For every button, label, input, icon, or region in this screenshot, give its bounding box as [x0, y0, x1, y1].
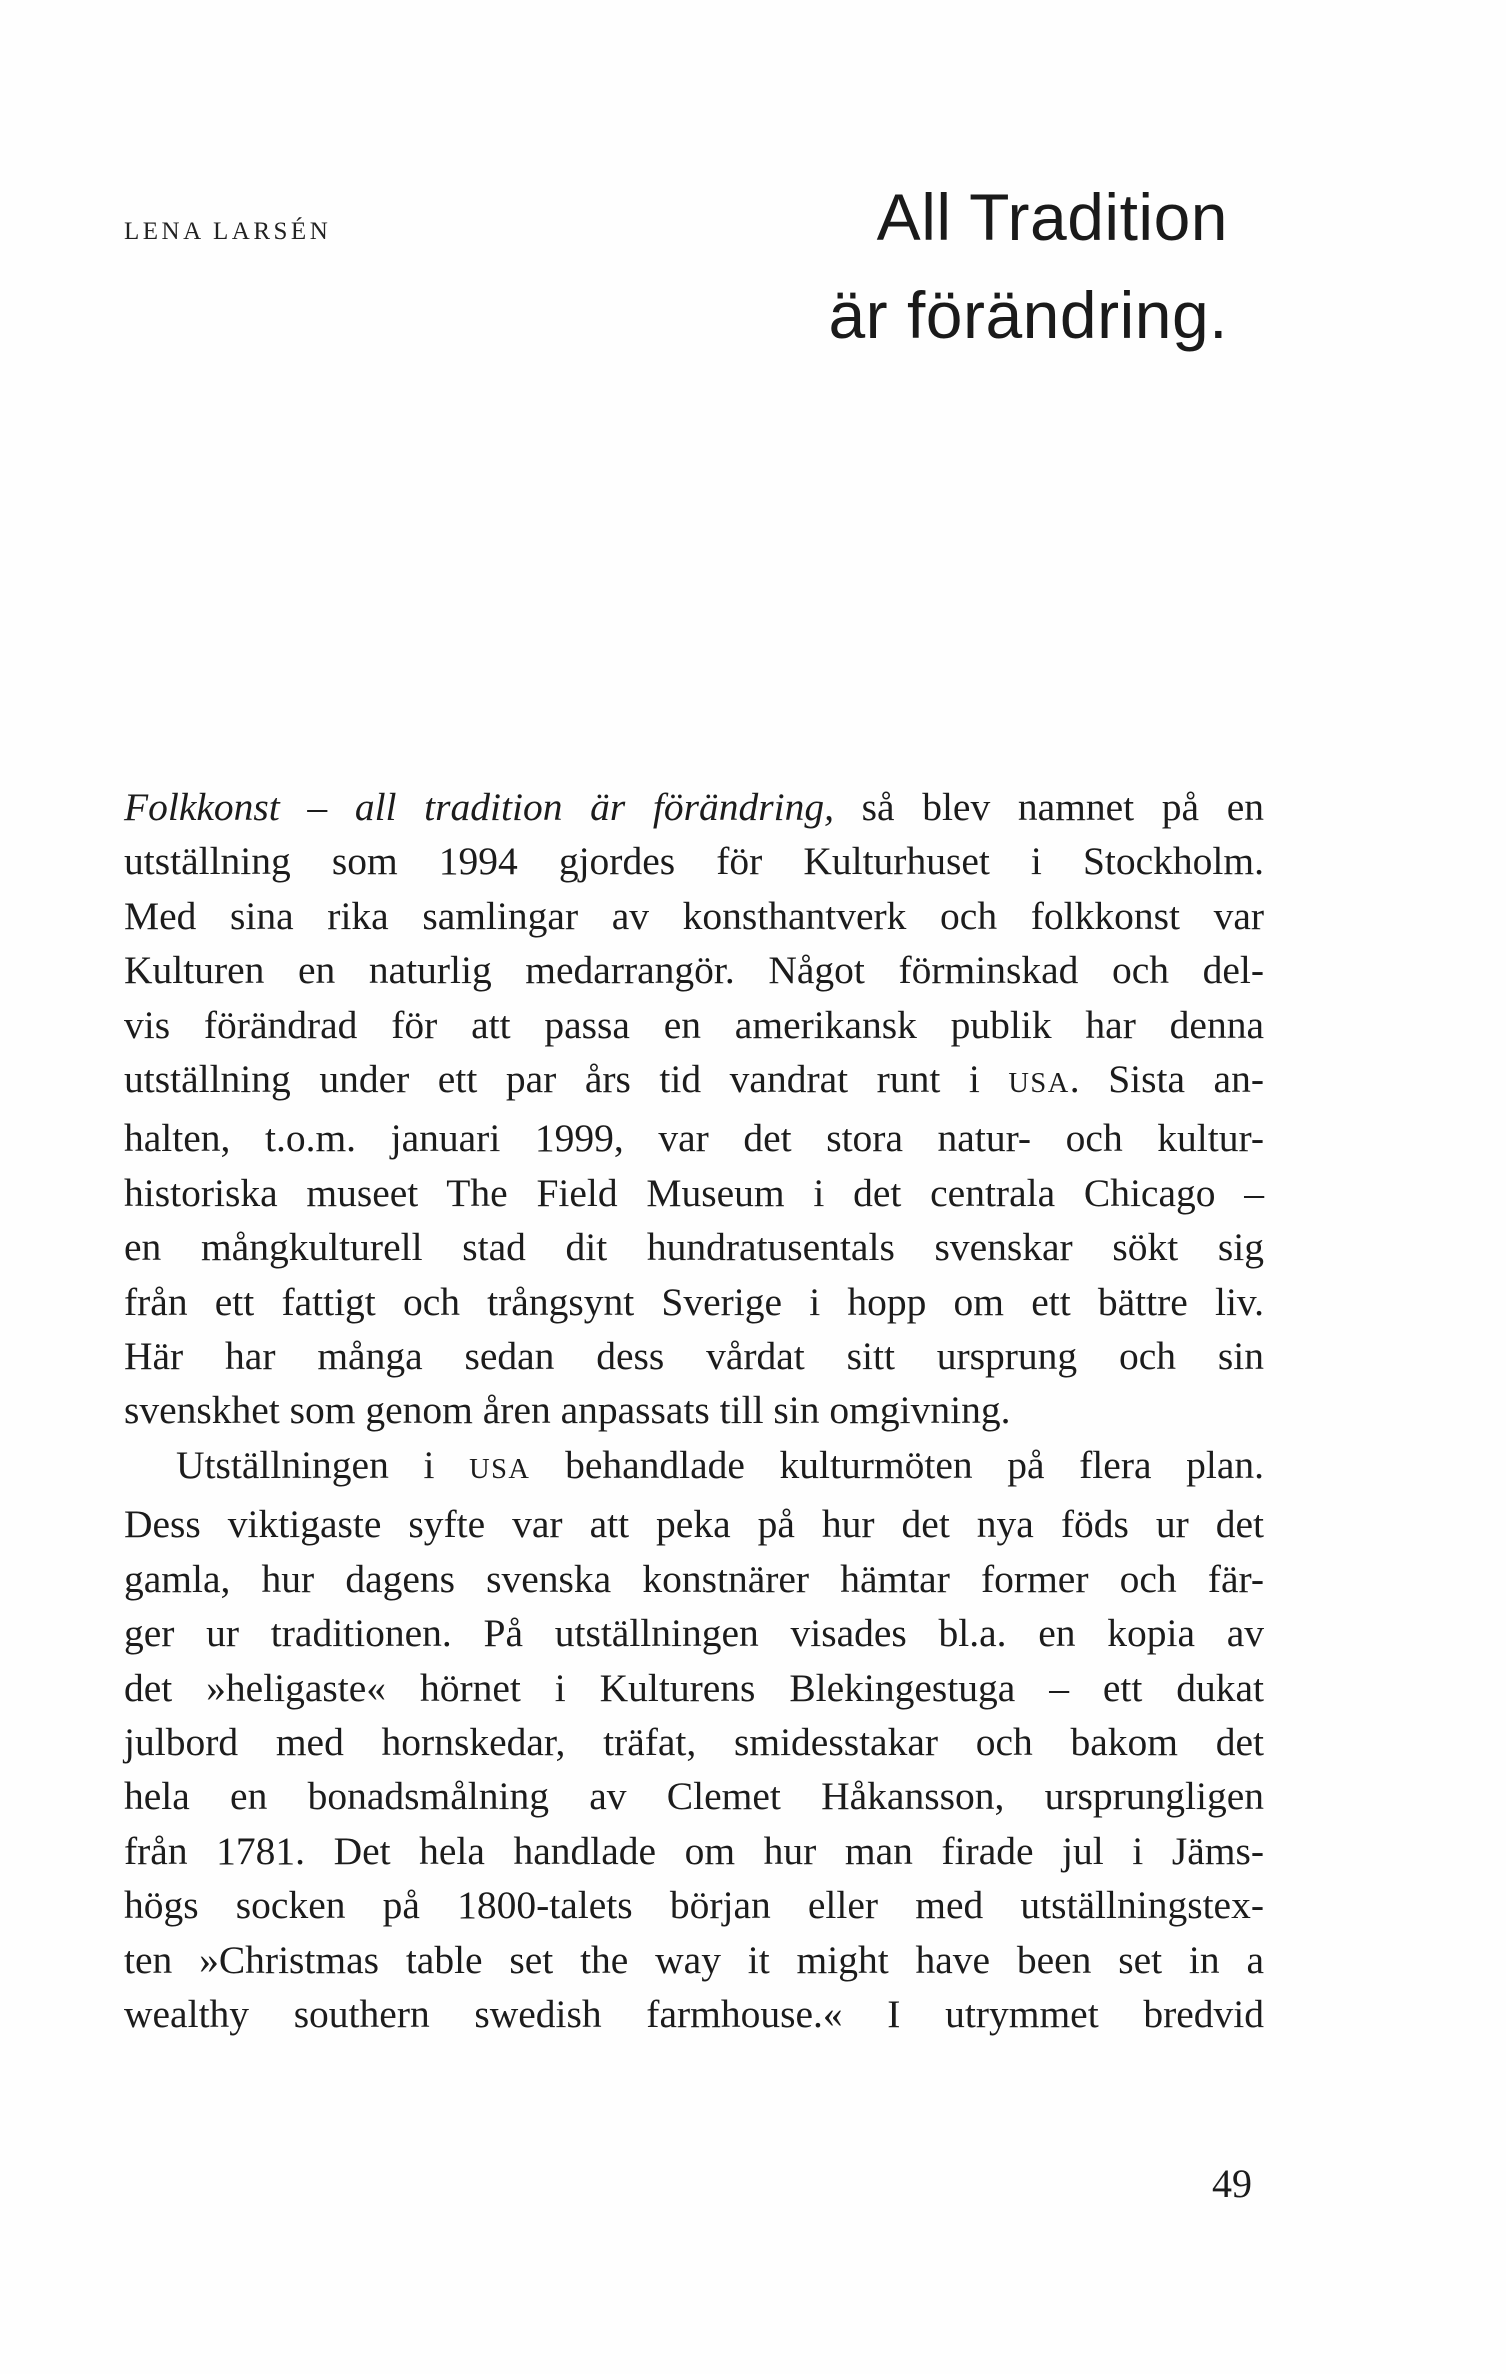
- text-line: utställning som 1994 gjordes för Kulturhuset i Stockholm.: [124, 839, 1264, 884]
- text-line: historiska museet The Field Museum i det centrala Chicago –: [124, 1170, 1264, 1215]
- text-line: från 1781. Det hela handlade om hur man firade jul i Jäms-: [124, 1828, 1264, 1873]
- text-line: [124, 1438, 1264, 1497]
- text-line: vis förändrad för att passa en amerikansk publik har denna: [124, 1002, 1264, 1047]
- text-line: hela en bonadsmålning av Clemet Håkansson, ursprungligen: [124, 1774, 1264, 1819]
- text-line: wealthy southern swedish farmhouse.« I utrymmet bredvid: [124, 1991, 1264, 2036]
- text-line: Kulturen en naturlig medarrangör. Något förminskad och del-: [124, 948, 1264, 993]
- text-line: julbord med hornskedar, träfat, smidesstakar och bakom det: [124, 1719, 1264, 1764]
- chapter-title-line-1: All Tradition: [876, 180, 1228, 254]
- text-line: högs socken på 1800-talets början eller med utställningstex-: [124, 1883, 1264, 1928]
- text-line: Med sina rika samlingar av konsthantverk och folkkonst var: [124, 893, 1264, 938]
- italic-phrase: Folkkonst – all tradition är förändring,: [124, 785, 834, 829]
- text-line: ger ur traditionen. På utställningen visades bl.a. en kopia av: [124, 1611, 1264, 1656]
- body-text: [124, 780, 1264, 2041]
- small-caps-abbreviation: USA: [469, 1453, 531, 1485]
- text-line: en mångkulturell stad dit hundratusentals svenskar sökt sig: [124, 1225, 1264, 1270]
- text-line: ten »Christmas table set the way it might have been set in a: [124, 1937, 1264, 1982]
- text-line: halten, t.o.m. januari 1999, var det stora natur- och kultur-: [124, 1116, 1264, 1161]
- text-line: Dess viktigaste syfte var att peka på hur det nya föds ur det: [124, 1502, 1264, 1547]
- text-segment: Utställningen i: [176, 1442, 470, 1487]
- text-segment: behandlade kulturmöten på flera plan.: [530, 1442, 1265, 1487]
- page-number: 49: [1212, 2161, 1252, 2206]
- text-line: Här har många sedan dess vårdat sitt ursprung och sin: [124, 1334, 1264, 1379]
- text-segment: så blev namnet på en: [833, 785, 1264, 829]
- text-line: gamla, hur dagens svenska konstnärer hämtar former och fär-: [124, 1556, 1264, 1601]
- text-segment: . Sista an-: [1069, 1057, 1264, 1102]
- text-segment: utställning under ett par års tid vandrat runt i: [124, 1057, 1009, 1102]
- chapter-title-line-2: är förändring.: [828, 278, 1228, 352]
- small-caps-abbreviation: USA: [1008, 1068, 1070, 1100]
- text-line: [124, 780, 1264, 834]
- text-line: [124, 1052, 1264, 1111]
- text-line: det »heligaste« hörnet i Kulturens Blekingestuga – ett dukat: [124, 1665, 1264, 1710]
- author-name: LENA LARSÉN: [124, 218, 332, 245]
- text-line: svenskhet som genom åren anpassats till sin omgivning.: [124, 1388, 1011, 1433]
- text-line: från ett fattigt och trångsynt Sverige i hopp om ett bättre liv.: [124, 1279, 1264, 1324]
- chapter-title: [828, 168, 1228, 364]
